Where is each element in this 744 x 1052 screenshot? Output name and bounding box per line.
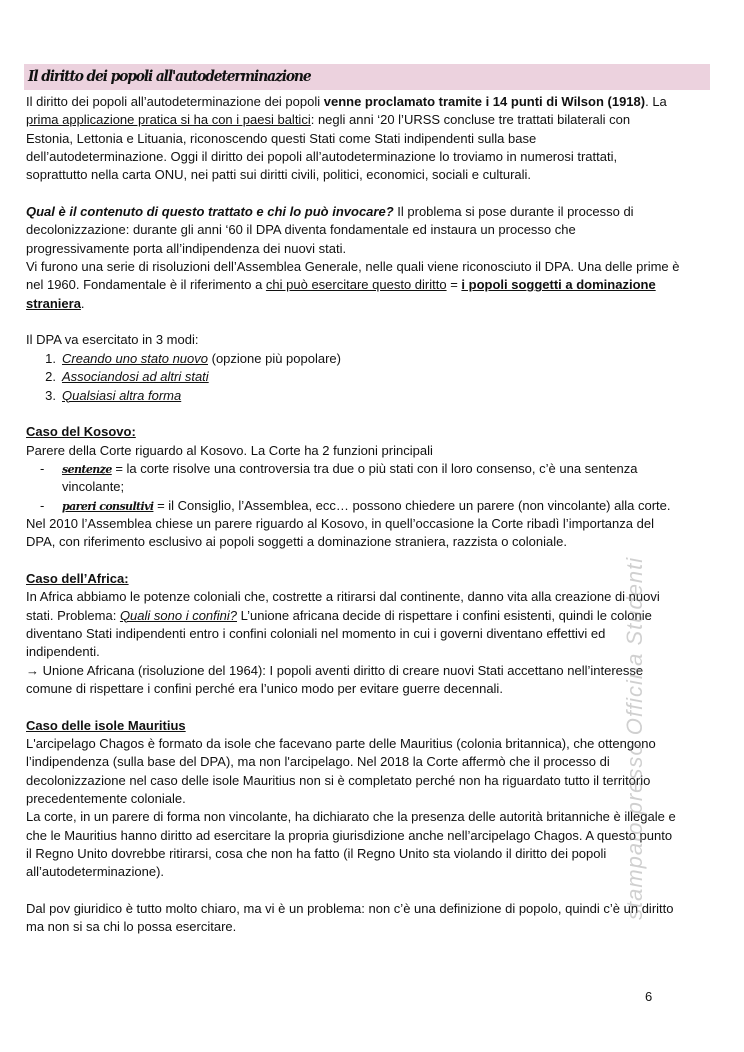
text-run: (opzione più popolare) — [208, 350, 341, 366]
blank-line — [26, 698, 726, 716]
list-marker: - — [40, 497, 45, 513]
text-line — [26, 93, 726, 111]
text-run: che le Mauritius hanno diritto ad esercitare la propria giurisdizione anche nell’arcipelago Chagos. A questo punto — [26, 827, 673, 843]
text-run: . La — [645, 94, 667, 109]
formatted-text: i popoli soggetti a dominazione — [461, 277, 656, 293]
text-run: In Africa abbiamo le potenze coloniali che, costrette a ritirarsi dal continente, danno vita alla creazione di nuovi — [26, 589, 660, 605]
text-run: l’indipendenza (sulla base del DPA), ma non l'arcipelago. Nel 2018 la Corte affermò che il processo di — [26, 754, 610, 770]
formatted-text: venne proclamato tramite i 14 punti di Wilson (1918) — [323, 94, 646, 109]
list-marker: 1. — [45, 350, 56, 366]
text-run: nel 1960. Fondamentale è il riferimento a — [26, 277, 266, 293]
text-line — [26, 331, 726, 349]
text-run: . — [80, 295, 85, 311]
text-run: decolonizzazione nel caso delle isole Mauritius non si è completato perché non ha riguardato tutto il territorio — [26, 772, 651, 788]
text-line — [26, 221, 726, 239]
text-line — [26, 203, 726, 221]
formatted-text: Quali sono i confini? — [119, 607, 238, 623]
formatted-text: sentenze — [62, 462, 112, 476]
formatted-text: straniera — [26, 295, 81, 311]
text-run: il Regno Unito dovrebbe ritirarsi, cosa che non ha fatto (il Regno Unito sta violando il diritto dei popoli — [26, 846, 607, 862]
bullet-item — [26, 497, 726, 515]
blank-line — [26, 405, 726, 423]
text-line — [26, 423, 726, 441]
text-line — [26, 442, 726, 460]
text-run: = — [446, 277, 462, 293]
text-line — [26, 588, 726, 606]
section-title: Il diritto dei popoli all'autodeterminazione — [28, 67, 311, 85]
text-line — [26, 753, 726, 771]
text-line — [26, 772, 726, 790]
blank-line — [26, 552, 726, 570]
list-item — [26, 387, 726, 405]
formatted-text: Qual è il contenuto di questo trattato e chi lo può invocare? — [26, 204, 394, 220]
text-line — [26, 662, 726, 680]
text-line — [26, 258, 726, 276]
text-run: diventano Stati indipendenti entro i confini coloniali nel momento in cui i governi diventano effettivi ed — [26, 625, 606, 641]
text-line — [26, 478, 726, 496]
text-run: stati. Problema: — [26, 607, 120, 623]
text-line — [26, 533, 726, 551]
text-run: Vi furono una serie di risoluzioni dell’Assemblea Generale, nelle quali viene riconosciuto il DPA. Una delle prime è — [26, 259, 680, 275]
blank-line — [26, 313, 726, 331]
text-run: : negli anni ‘20 l’URSS concluse tre trattati bilaterali con — [310, 112, 631, 128]
text-line — [26, 166, 726, 184]
text-line — [26, 680, 726, 698]
text-line — [26, 845, 726, 863]
text-run: soprattutto nella carta ONU, nei patti sui diritti civili, politici, economici, sociali e culturali. — [26, 167, 532, 183]
formatted-text: Associandosi ad altri stati — [62, 369, 209, 385]
text-line — [26, 717, 726, 735]
text-line — [26, 735, 726, 753]
text-line — [26, 607, 726, 625]
text-line — [26, 276, 726, 294]
text-run: DPA, con riferimento esclusivo ai popoli soggetti a dominazione straniera, razzista o coloniale. — [26, 534, 567, 550]
text-run: Parere della Corte riguardo al Kosovo. La Corte ha 2 funzioni principali — [26, 442, 433, 458]
list-item — [26, 350, 726, 368]
text-line — [26, 918, 726, 936]
text-line — [26, 111, 726, 129]
text-run: vincolante; — [62, 479, 125, 495]
text-run: dell’autodeterminazione. Oggi il diritto dei popoli all’autodeterminazione lo troviamo in numerosi trattati, — [26, 149, 618, 165]
formatted-text: Caso delle isole Mauritius — [26, 717, 186, 733]
text-line — [26, 148, 726, 166]
blank-line — [26, 882, 726, 900]
text-line — [26, 570, 726, 588]
formatted-text: Caso dell’Africa: — [26, 570, 129, 586]
blank-line — [26, 185, 726, 203]
text-run: decolonizzazione: durante gli anni ‘60 il DPA diventa fondamentale ed instaura un processo che — [26, 222, 576, 238]
text-run: L’unione africana decide di rispettare i confini esistenti, quindi le colonie — [237, 607, 652, 623]
list-marker: 3. — [45, 387, 56, 403]
bullet-item — [26, 460, 726, 478]
text-line — [26, 827, 726, 845]
formatted-text: Caso del Kosovo: — [26, 424, 136, 440]
text-run: La corte, in un parere di forma non vincolante, ha dichiarato che la presenza delle autorità britanniche è illegale e — [26, 809, 676, 825]
text-line — [26, 863, 726, 881]
formatted-text: pareri consultivi — [62, 499, 154, 513]
formatted-text: Qualsiasi altra forma — [62, 387, 182, 403]
text-run: comune di rispettare i confini perché era l’unico modo per evitare guerre decennali. — [26, 681, 503, 696]
text-run: Dal pov giuridico è tutto molto chiaro, ma vi è un problema: non c’è una definizione di popolo, quindi c’è un diritto — [26, 901, 674, 917]
text-run: Il problema si pose durante il processo di — [393, 204, 634, 220]
text-line — [26, 790, 726, 808]
list-item — [26, 368, 726, 386]
text-run: → Unione Africana (risoluzione del 1964): I popoli aventi diritto di creare nuovi Stati accettano nell’interesse — [26, 662, 644, 678]
document-body — [26, 93, 726, 937]
text-run: progressivamente porta all’indipendenza dei nuovi stati. — [26, 240, 347, 256]
text-line — [26, 643, 726, 661]
text-line — [26, 240, 726, 258]
text-line — [26, 130, 726, 148]
text-run: Il diritto dei popoli all’autodeterminazione dei popoli — [26, 94, 324, 109]
section-title-bar — [24, 64, 710, 90]
list-marker: 2. — [45, 369, 56, 385]
formatted-text: chi può esercitare questo diritto — [265, 277, 447, 293]
text-run: indipendenti. — [26, 644, 100, 660]
text-line — [26, 900, 726, 918]
text-run: Estonia, Lettonia e Lituania, riconoscendo questi Stati come Stati indipendenti sulla base — [26, 130, 537, 146]
text-run: precedentemente coloniale. — [26, 791, 186, 807]
text-run: = il Consiglio, l’Assemblea, ecc… possono chiedere un parere (non vincolante) alla corte. — [153, 497, 671, 513]
text-run: ma non si sa chi lo possa esercitare. — [26, 919, 237, 935]
text-run: Nel 2010 l’Assemblea chiese un parere riguardo al Kosovo, in quell’occasione la Corte ribadì l’importanza del — [26, 515, 654, 531]
formatted-text: prima applicazione pratica si ha con i paesi baltici — [26, 112, 311, 128]
list-marker: - — [40, 460, 45, 476]
text-line — [26, 295, 726, 313]
text-line — [26, 625, 726, 643]
page-number: 6 — [645, 989, 653, 1004]
watermark: stampato presso Officina Studenti — [622, 556, 647, 920]
text-run: L'arcipelago Chagos è formato da isole che facevano parte delle Mauritius (colonia britannica), che ottengono — [26, 736, 656, 752]
formatted-text: Creando uno stato nuovo — [62, 350, 208, 366]
text-run: Il DPA va esercitato in 3 modi: — [26, 332, 199, 348]
text-run: = la corte risolve una controversia tra due o più stati con il loro consenso, c’è una sentenza — [111, 460, 638, 476]
text-run: all’autodeterminazione). — [26, 864, 165, 880]
text-line — [26, 515, 726, 533]
text-line — [26, 808, 726, 826]
